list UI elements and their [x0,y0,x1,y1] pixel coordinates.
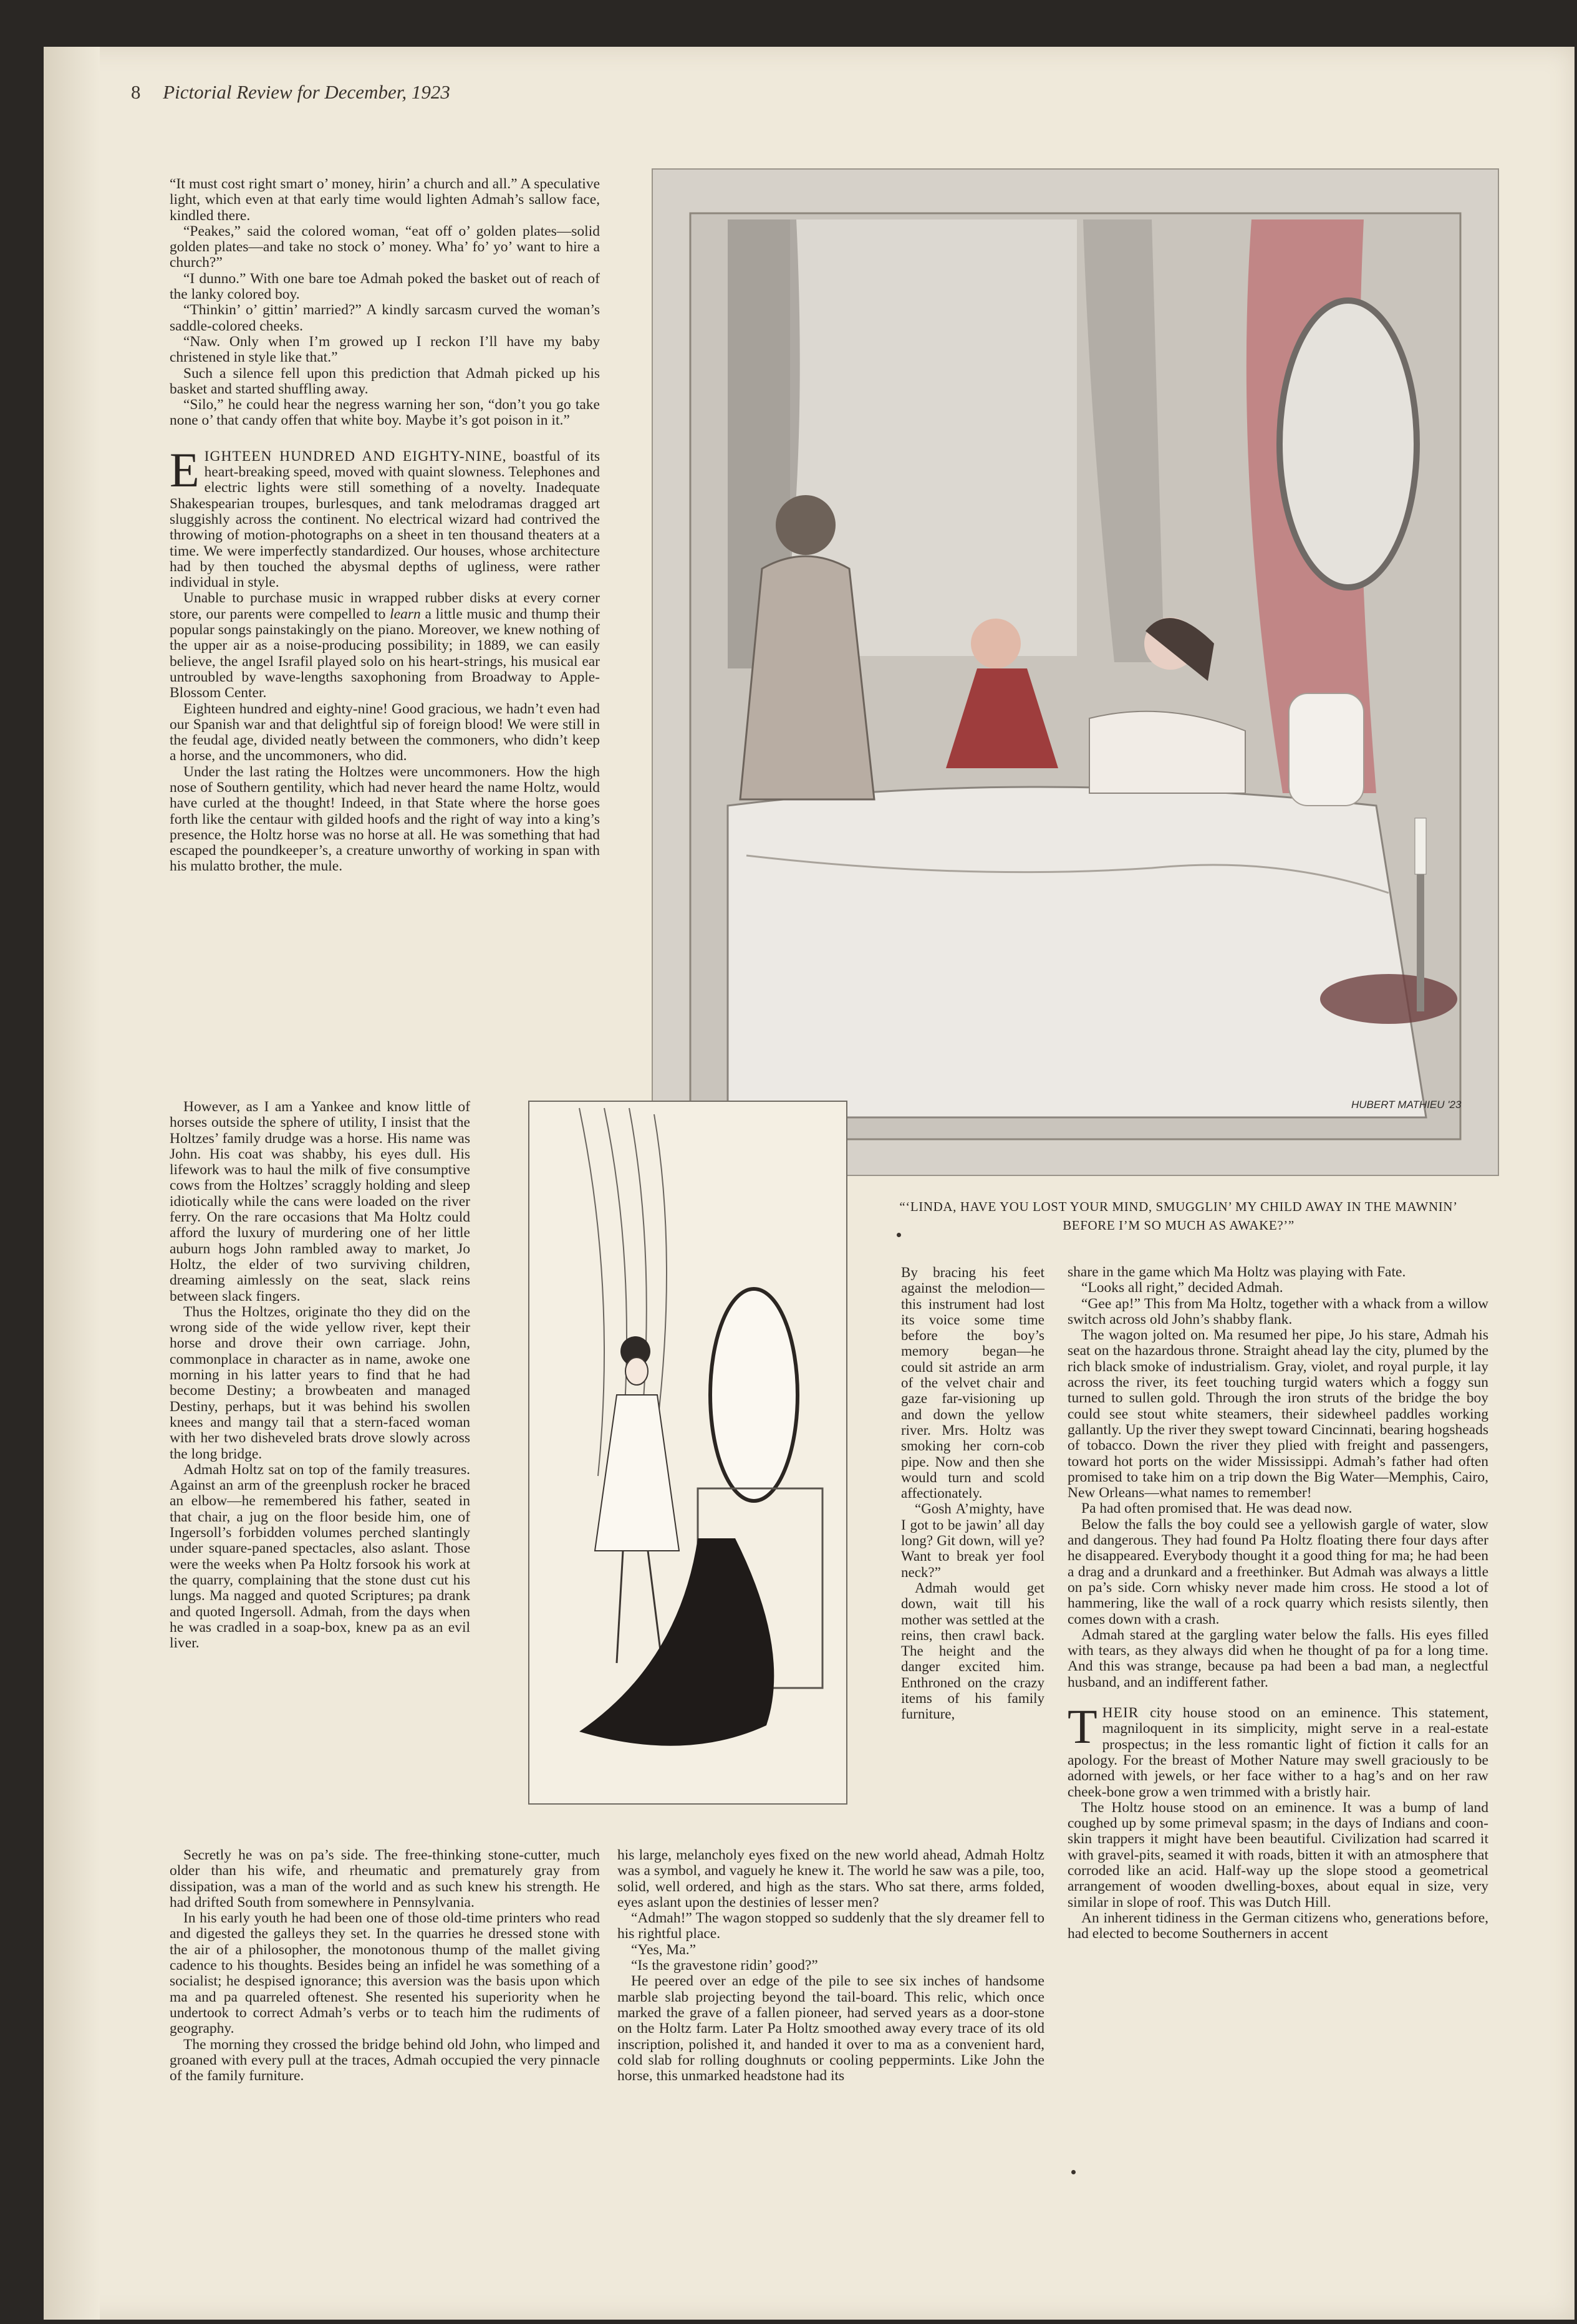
illustration-bedroom-scene [652,168,1499,1176]
column-1-narrow [170,1099,470,1651]
col2-wide-paragraph-4: “Is the gravestone ridin’ good?” [631,1957,818,1974]
col1-bottom-paragraph-1: Secretly he was on pa’s side. The free-thinking stone-cutter, much older than his wife, and rheumatic and prematurely gray from dissipation, was a man of the world and as such knew his strength. He had drifted South from somewhere in Pennsylvania. [170,1847,600,1911]
running-header [131,81,450,104]
column-2-wide [617,1848,1044,2084]
column-1-bottom [170,1848,600,2084]
column-2-narrow-paragraphs [901,1265,1044,1722]
col1-top-paragraph-4: “Thinkin’ o’ gittin’ married?” A kindly sarcasm curved the woman’s saddle-colored cheeks. [170,302,600,334]
column-1-top-paragraphs [170,176,600,429]
col2-narrow-paragraph-1: By bracing his feet against the melodion—this instrument had lost its voice some time before the boy’s memory began—he could sit astride an arm of the velvet chair and gaze far-visioning up and down the yellow river. Mrs. Holtz was smoking her corn-cob pipe. Now and then she would turn and scold affectionately. [901,1265,1044,1502]
column-3-paragraphs [1068,1265,1488,1690]
col1-top-paragraph-7: “Silo,” he could hear the negress warning her son, “don’t you go take none o’ that candy offen that white boy. Maybe it’s got poison in it.” [170,397,600,429]
illustrator-signature: HUBERT MATHIEU '23 [1351,1099,1462,1111]
illustration-bedroom-drawing [653,170,1498,1175]
col2-narrow-paragraph-3: Admah would get down, wait till his mother was settled at the reins, then crawl back. The height and the danger excited him. Enthroned on the crazy items of his family furniture, [901,1579,1044,1722]
col3-end-paragraph-1: The Holtz house stood on an eminence. It was a bump of land coughed up by some primeval spasm; in the days of Indians and coon-skin trappers it might have been beautiful. Civilization had scarred it with gravel-pits, seamed it with roads, bitten it with an atmosphere that corroded like an acid. Half-way up the slope stood a geometrical arrangement of wooden dwelling-boxes, about equal in size, very similar in slope of roof. This was Dutch Hill. [1068,1799,1488,1911]
page-number: 8 [131,81,141,103]
col3-paragraph-2: “Looks all right,” decided Admah. [1081,1280,1283,1296]
col3-paragraph-7: Admah stared at the gargling water below the falls. His eyes filled with tears, as they always did when he thought of pa for a long time. And this was strange, because pa had been a bad man, a neglectful husband, and an indifferent father. [1068,1626,1488,1690]
col3-paragraph-4: The wagon jolted on. Ma resumed her pipe, Jo his stare, Admah his seat on the hazardous throne. Straight ahead lay the city, plumed by the rich black smoke of industrialism. Gray, violet, and royal purple, it lay across the river, its feet touching turgid waters which a foggy sun turned to sullen gold. Through the iron struts of the bridge the boy could see stout white steamers, their sidewheel paddles working gallantly. Up the river they swept toward Cincinnati, bearing hogsheads of tobacco. Down the river they plied with freight and passengers, toward hot ports on the wider Mississippi. Admah’s father had often promised to take him on a trip down the Big Water—Memphis, Cairo, New Orleans—what names to remember! [1068,1327,1488,1502]
section-opening-paragraph [170,442,600,591]
col1-mid-paragraph-2: Under the last rating the Holtzes were uncommoners. How the high nose of Southern gentility, which had never heard the name Holtz, would have curled at the thought! Indeed, in that State where the horse goes forth like the centaur with gilded hoofs and the right of way into a king’s presence, the Holtz horse was no horse at all. He was something that had escaped the poundkeeper’s, a creature unworthy of working in span with his mulatto brother, the mule. [170,763,600,875]
col1-bottom-paragraph-2: In his early youth he had been one of those old-time printers who read and digested the galleys they set. In the quarries he dressed stone with the air of a philosopher, the monotonous thump of the mallet giving cadence to his thoughts. Besides being an infidel he was something of a socialist; he despised ignorance; this aversion was the basis upon which ma and pa quarreled oftenest. She resented his superiority when he undertook to correct Admah’s verbs or to teach him the rudiments of geography. [170,1910,600,2037]
drop-cap-rest: boastful of its heart-breaking speed, moved with quaint slowness. Telephones and electric lights were still something of a novelty. Inadequate Shakespearian troupes, burlesques, and tank melodramas dragged art sluggishly across the continent. No electrical wizard had contrived the throwing of motion-photographs on a sheet in ten thousand theaters at a time. We were imperfectly standardized. Our houses, whose architecture had by then touched the abysmal depths of ugliness, were rather individual in style. [170,448,600,591]
running-title: Pictorial Review for December, 1923 [163,81,450,103]
col3-paragraph-3: “Gee ap!” This from Ma Holtz, together with a whack from a willow switch across old John’s shabby flank. [1068,1295,1488,1328]
col3-paragraph-6: Below the falls the boy could see a yellowish gargle of water, slow and dangerous. They had found Pa Holtz floating there four days after he disappeared. Everybody thought it a good thing for ma; he had been a drag and a drunkard and a freethinker. But Admah was always a little on pa’s side. Corn whisky never made him cross. He stood a lot of hammering, like the wall of a rock quarry which resists silently, then comes down with a crash. [1068,1516,1488,1627]
col2-wide-paragraph-5: He peered over an edge of the pile to see six inches of handsome marble slab projecting beyond the tail-board. This relic, which once marked the grave of a fallen pioneer, had served years as a door-stone on the Holtz farm. Later Pa Holtz smoothed away every trace of its old inscription, polished it, and handed it over to ma as a convenient hard, cold slab for rolling doughnuts or cooling peppermints. Like John the horse, this unmarked headstone had its [617,1973,1044,2085]
col1-narrow-paragraph-3: Admah Holtz sat on top of the family treasures. Against an arm of the greenplush rocker he braced an elbow—he remembered his father, seated in that chair, a jug on the floor beside him, one of Ingersoll’s forbidden volumes perched slantingly under square-paned spectacles, also aslant. Those were the weeks when Pa Holtz forsook his work at the quarry, complaining that the stone dust cut his lungs. Ma nagged and quoted Scriptures; pa drank and quoted Ingersoll. Admah, from the days when he was cradled in a soap-box, knew pa as an evil liver. [170,1461,470,1652]
drop-cap-e: E [170,442,200,497]
drop-cap-lead-in: IGHTEEN HUNDRED AND EIGHTY-NINE, [204,448,507,465]
column-3-end-paragraphs [1068,1800,1488,1942]
col1-bottom-paragraph-3: The morning they crossed the bridge behind old John, who limped and groaned with every pull at the traces, Admah occupied the very pinnacle of the family furniture. [170,2036,600,2085]
paragraph-learn: Unable to purchase music in wrapped rubber disks at every corner store, our parents were compelled to learn a little music and thump their popular songs painstakingly on the piano. Moreover, we knew nothing of the upper air as a noise-producing possibility; in 1889, we can easily believe, the angel Israfil played solo on his heart-strings, his musical ear untroubled by wave-lengths saxophoning from Broadway to Apple-Blossom Center. [170,590,600,702]
section-opening-paragraph-2 [1068,1699,1488,1800]
col3-end-paragraph-2: An inherent tidiness in the German citizens who, generations before, had elected to become Southerners in accent [1068,1909,1488,1942]
col1-top-paragraph-1: “It must cost right smart o’ money, hirin’ a church and all.” A speculative light, which even at that early time would lighten Admah’s sallow face, kindled there. [170,176,600,224]
drop-cap-lead-in-2: HEIR [1102,1705,1139,1722]
italic-learn: learn [390,605,421,622]
drop-cap-t: T [1068,1699,1097,1754]
col1-top-paragraph-3: “I dunno.” With one bare toe Admah poked the basket out of reach of the lanky colored boy. [170,270,600,303]
col3-paragraph-5: Pa had often promised that. He was dead now. [1081,1500,1353,1517]
col1-top-paragraph-5: “Naw. Only when I’m growed up I reckon I’ll have my baby christened in style like that.” [170,333,600,366]
column-2-wide-paragraphs [617,1848,1044,2084]
page-mark-dot-1 [897,1233,901,1237]
col2-wide-paragraph-1: his large, melancholy eyes fixed on the new world ahead, Admah Holtz was a symbol, and vaguely he knew it. The world he saw was a pile, too, solid, well ordered, and high as the stars. Who sat there, arms folded, eyes aslant upon the destinies of lesser men? [617,1847,1044,1911]
page-mark-dot-2 [1071,2170,1076,2174]
col2-narrow-paragraph-2: “Gosh A’mighty, have I got to be jawin’ all day long? Git down, will ye? Want to break yer fool neck?” [901,1501,1044,1580]
column-2-narrow [901,1265,1044,1722]
col1-top-paragraph-2: “Peakes,” said the colored woman, “eat off o’ golden plates—solid golden plates—and take no stock o’ money. Wha’ fo’ yo’ want to hire a church?” [170,223,600,271]
column-1-narrow-paragraphs [170,1099,470,1651]
illustration-girl-drawing [529,1102,846,1803]
col1-narrow-paragraph-1: However, as I am a Yankee and know little of horses outside the sphere of utility, I insist that the Holtzes’ family drudge was a horse. His name was John. His coat was shabby, his eyes dull. His lifework was to haul the milk of five consumptive cows from the Holtzes’ scraggly holding and sleep idiotically while the cans were loaded on the river ferry. On the rare occasions that Ma Holtz could afford the luxury of murdering one of her little auburn hogs John rambled away to market, Jo Holtz, the elder of two surviving children, dreaming aimlessly on the seat, slack reins between slack fingers. [170,1099,470,1304]
col1-top-paragraph-6: Such a silence fell upon this prediction that Admah picked up his basket and started shuffling away. [170,365,600,397]
col2-wide-paragraph-3: “Yes, Ma.” [631,1941,697,1958]
col1-mid-paragraph-1: Eighteen hundred and eighty-nine! Good gracious, we hadn’t even had our Spanish war and that delightful sip of foreign blood! We were still in the feudal age, divided neatly between the commoners, who didn’t keep a horse, and the uncommoners, who did. [170,700,600,764]
illustration-girl-at-mirror [528,1101,847,1805]
col2-wide-paragraph-2: “Admah!” The wagon stopped so suddenly that the sly dreamer fell to his rightful place. [617,1910,1044,1942]
column-1-top [170,176,600,875]
column-3 [1068,1265,1488,1942]
column-1-bottom-paragraphs [170,1848,600,2084]
col3-paragraph-1: share in the game which Ma Holtz was playing with Fate. [1068,1264,1406,1280]
drop-cap-rest-2: city house stood on an eminence. This statement, magniloquent in its simplicity, might serve in a real-estate prospectus; in the less romantic light of fiction it calls for an apology. For the breast of Mother Nature may swell graciously to be adorned with jewels, or her face wither to a hag’s and on her raw cheek-bone grow a wen trimmed with a bristly hair. [1068,1705,1488,1800]
illustrator-signature-year: '23 [1447,1099,1462,1111]
col1-narrow-paragraph-2: Thus the Holtzes, originate tho they did on the wrong side of the wide yellow river, kept their horse and drove their own carriage. John, commonplace in character as in name, awoke one morning in his latter years to find that he had become Destiny; a browbeaten and managed Destiny, perhaps, but it was behind his swollen knees and mangy tail that a stern-faced woman with her two disheveled brats drove slowly across the long bridge. [170,1303,470,1462]
page-gutter-shadow [44,47,100,2320]
illustration-caption: “‘LINDA, HAVE YOU LOST YOUR MIND, SMUGGLIN’ MY CHILD AWAY IN THE MAWNIN’ BEFORE I’M SO MUCH AS AWAKE?’” [899,1199,1458,1233]
column-1-mid-paragraphs [170,702,600,875]
